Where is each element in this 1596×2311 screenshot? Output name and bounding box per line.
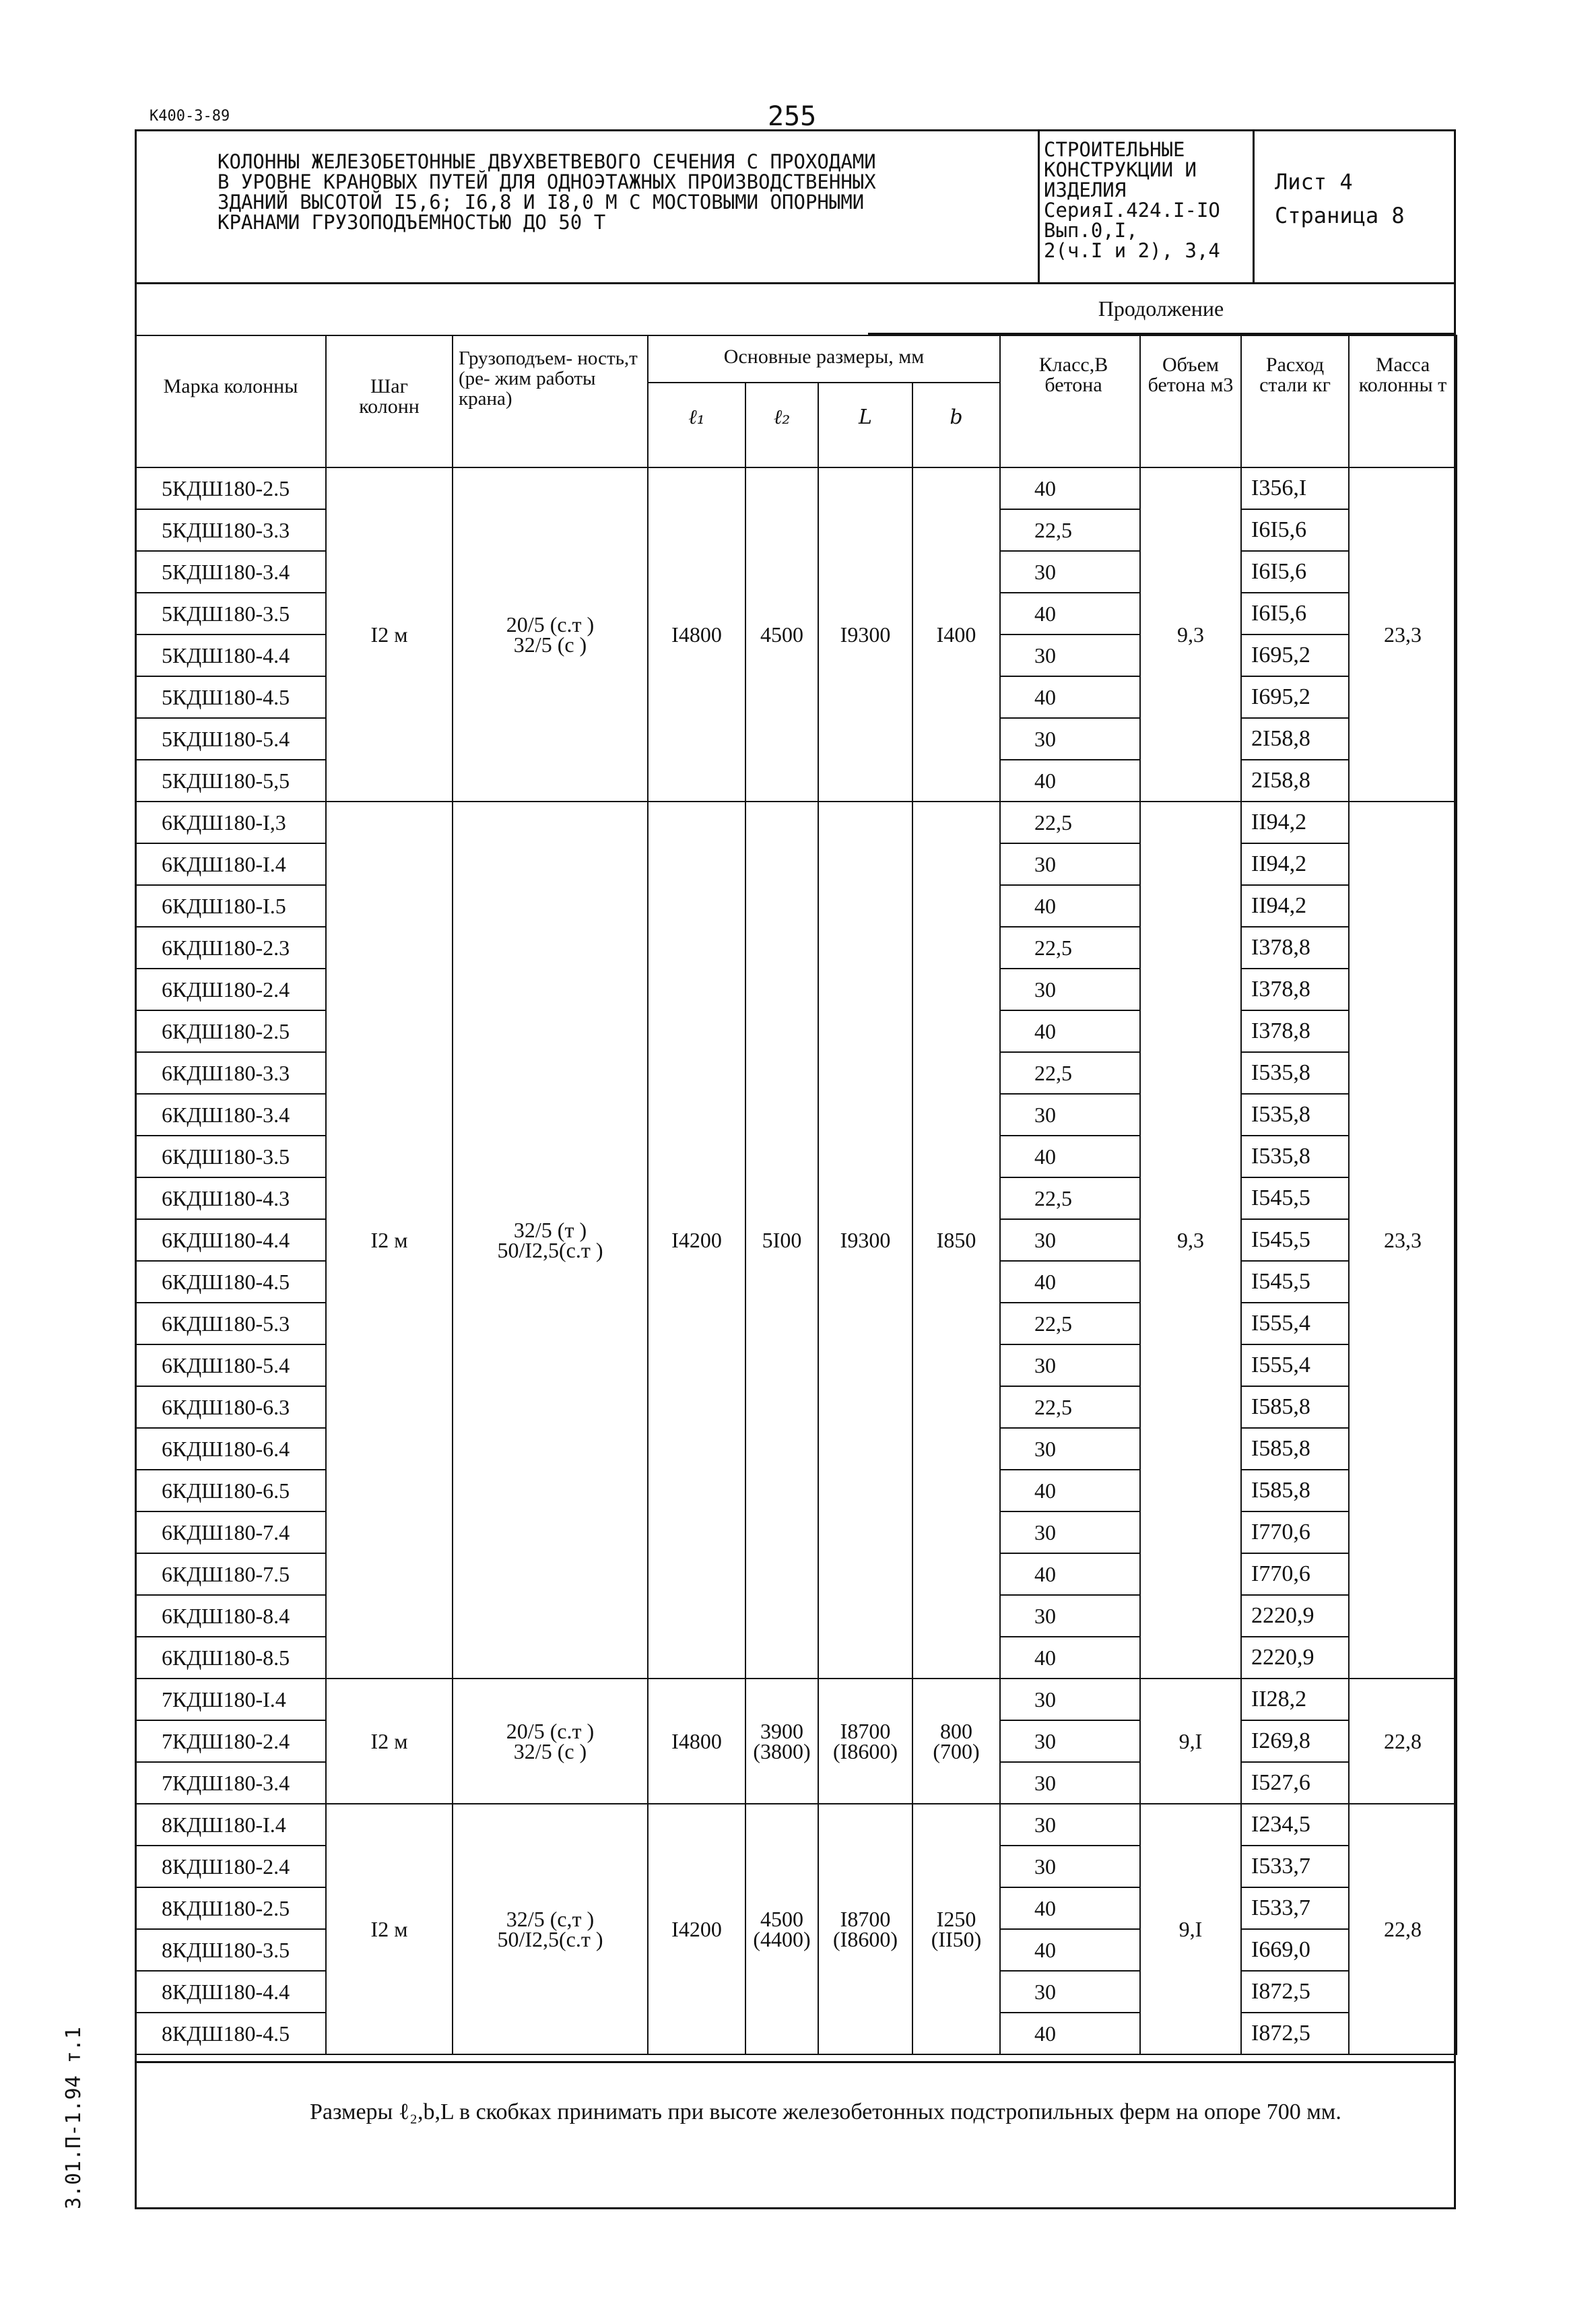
- concrete-class: 40: [1000, 467, 1140, 509]
- table-row: [135, 467, 1457, 509]
- table-row: [135, 802, 1457, 843]
- footnote: Размеры ℓ₂,b,L в скобках принимать при высоте железобетонных подстропильных ферм на опоре 700 мм.: [135, 2061, 1456, 2209]
- steel-consumption: I535,8: [1241, 1094, 1349, 1136]
- column-mark: 6КДШ180-3.4: [135, 1094, 326, 1136]
- steel-consumption: I585,8: [1241, 1470, 1349, 1511]
- concrete-class: 22,5: [1000, 1052, 1140, 1094]
- steel-consumption: II28,2: [1241, 1679, 1349, 1720]
- columns-table: [135, 335, 1457, 2055]
- column-mark: 6КДШ180-8.4: [135, 1595, 326, 1637]
- steel-consumption: I545,5: [1241, 1177, 1349, 1219]
- steel-consumption: I585,8: [1241, 1386, 1349, 1428]
- group-l2: 5I00: [745, 802, 818, 1679]
- column-mark: 8КДШ180-4.5: [135, 2013, 326, 2054]
- column-mark: 5КДШ180-3.3: [135, 509, 326, 551]
- column-mark: 6КДШ180-7.4: [135, 1511, 326, 1553]
- column-mark: 6КДШ180-5.4: [135, 1344, 326, 1386]
- series-info: СТРОИТЕЛЬНЫЕ КОНСТРУКЦИИ И ИЗДЕЛИЯ СерияI.424.I-IO Вып.0,I, 2(ч.I и 2), 3,4: [1038, 131, 1255, 282]
- steel-consumption: I527,6: [1241, 1762, 1349, 1804]
- sheet-info: [1255, 131, 1457, 282]
- column-mark: 8КДШ180-I.4: [135, 1804, 326, 1846]
- steel-consumption: I695,2: [1241, 676, 1349, 718]
- group-step: I2 м: [326, 1804, 453, 2054]
- group-step: I2 м: [326, 467, 453, 802]
- group-b: I400: [912, 467, 1000, 802]
- column-mark: 6КДШ180-I.5: [135, 885, 326, 927]
- concrete-class: 40: [1000, 1929, 1140, 1971]
- title-block: [135, 129, 1456, 284]
- concrete-class: 22,5: [1000, 802, 1140, 843]
- steel-consumption: I535,8: [1241, 1052, 1349, 1094]
- concrete-class: 40: [1000, 885, 1140, 927]
- document-title: КОЛОННЫ ЖЕЛЕЗОБЕТОННЫЕ ДВУХВЕТВЕВОГО СЕЧЕНИЯ С ПРОХОДАМИ В УРОВНЕ КРАНОВЫХ ПУТЕЙ ДЛЯ ОДНОЭТАЖНЫХ ПРОИЗВОДСТВЕННЫХ ЗДАНИЙ ВЫСОТОЙ I5,6; I6,8 И I8,0 М С МОСТОВЫМИ ОПОРНЫМИ КРАНАМИ ГРУЗОПОДЪЕМНОСТЬЮ ДО 50 Т: [218, 150, 876, 234]
- steel-consumption: 2220,9: [1241, 1595, 1349, 1637]
- group-capacity: 20/5 (с.т ) 32/5 (с ): [453, 467, 648, 802]
- concrete-class: 30: [1000, 1846, 1140, 1887]
- steel-consumption: I378,8: [1241, 927, 1349, 969]
- group-l: I9300: [818, 467, 912, 802]
- header-L: L: [818, 383, 912, 467]
- steel-consumption: II94,2: [1241, 843, 1349, 885]
- concrete-class: 30: [1000, 1344, 1140, 1386]
- concrete-volume: 9,3: [1140, 802, 1241, 1679]
- column-mass: 22,8: [1349, 1679, 1457, 1804]
- concrete-class: 40: [1000, 1136, 1140, 1177]
- group-l2: 3900 (3800): [745, 1679, 818, 1804]
- side-code: 3.01.П-1.94 т.1: [62, 2027, 86, 2209]
- group-l: I8700 (I8600): [818, 1679, 912, 1804]
- concrete-class: 22,5: [1000, 927, 1140, 969]
- concrete-class: 30: [1000, 1804, 1140, 1846]
- header-sizes: Основные размеры, мм: [648, 335, 1000, 383]
- steel-consumption: I6I5,6: [1241, 551, 1349, 593]
- concrete-class: 30: [1000, 1219, 1140, 1261]
- column-mark: 6КДШ180-4.5: [135, 1261, 326, 1303]
- concrete-class: 40: [1000, 2013, 1140, 2054]
- steel-consumption: I695,2: [1241, 634, 1349, 676]
- concrete-class: 30: [1000, 718, 1140, 760]
- column-mark: 6КДШ180-3.3: [135, 1052, 326, 1094]
- document-code: К400-3-89: [149, 108, 230, 125]
- concrete-class: 30: [1000, 634, 1140, 676]
- header-class: Класс,В бетона: [1000, 335, 1140, 467]
- column-mark: 6КДШ180-2.5: [135, 1010, 326, 1052]
- table-row: [135, 1804, 1457, 1846]
- concrete-class: 40: [1000, 760, 1140, 802]
- steel-consumption: I6I5,6: [1241, 509, 1349, 551]
- concrete-class: 40: [1000, 676, 1140, 718]
- steel-consumption: I378,8: [1241, 969, 1349, 1010]
- group-b: I250 (II50): [912, 1804, 1000, 2054]
- column-mark: 8КДШ180-2.5: [135, 1887, 326, 1929]
- steel-consumption: 2I58,8: [1241, 718, 1349, 760]
- column-mark: 6КДШ180-I,3: [135, 802, 326, 843]
- group-l2: 4500 (4400): [745, 1804, 818, 2054]
- sheet-number: Лист 4: [1275, 169, 1353, 195]
- concrete-class: 40: [1000, 1470, 1140, 1511]
- header-mark: Марка колонны: [135, 335, 326, 467]
- column-mark: 6КДШ180-6.4: [135, 1428, 326, 1470]
- column-mass: 23,3: [1349, 802, 1457, 1679]
- group-l1: I4200: [648, 802, 745, 1679]
- page-label: Страница 8: [1275, 203, 1405, 228]
- concrete-class: 40: [1000, 1261, 1140, 1303]
- column-mark: 7КДШ180-3.4: [135, 1762, 326, 1804]
- header-volume: Объем бетона м3: [1140, 335, 1241, 467]
- concrete-class: 30: [1000, 843, 1140, 885]
- group-b: I850: [912, 802, 1000, 1679]
- column-mark: 5КДШ180-4.4: [135, 634, 326, 676]
- column-mark: 5КДШ180-5,5: [135, 760, 326, 802]
- column-mark: 5КДШ180-5.4: [135, 718, 326, 760]
- group-l1: I4800: [648, 1679, 745, 1804]
- group-l1: I4200: [648, 1804, 745, 2054]
- column-mark: 8КДШ180-4.4: [135, 1971, 326, 2013]
- table-row: [135, 1679, 1457, 1720]
- group-capacity: 32/5 (с,т ) 50/I2,5(с.т ): [453, 1804, 648, 2054]
- concrete-class: 30: [1000, 1094, 1140, 1136]
- steel-consumption: I356,I: [1241, 467, 1349, 509]
- column-mass: 23,3: [1349, 467, 1457, 802]
- steel-consumption: I6I5,6: [1241, 593, 1349, 634]
- column-mark: 6КДШ180-2.4: [135, 969, 326, 1010]
- column-mark: 6КДШ180-6.5: [135, 1470, 326, 1511]
- group-b: 800 (700): [912, 1679, 1000, 1804]
- steel-consumption: I872,5: [1241, 1971, 1349, 2013]
- concrete-volume: 9,I: [1140, 1804, 1241, 2054]
- header-mass: Масса колонны т: [1349, 335, 1457, 467]
- steel-consumption: I234,5: [1241, 1804, 1349, 1846]
- column-mark: 5КДШ180-2.5: [135, 467, 326, 509]
- header-l2: ℓ₂: [745, 383, 818, 467]
- concrete-volume: 9,I: [1140, 1679, 1241, 1804]
- concrete-class: 30: [1000, 1720, 1140, 1762]
- steel-consumption: I585,8: [1241, 1428, 1349, 1470]
- column-mark: 7КДШ180-I.4: [135, 1679, 326, 1720]
- steel-consumption: II94,2: [1241, 885, 1349, 927]
- concrete-class: 40: [1000, 593, 1140, 634]
- concrete-class: 30: [1000, 551, 1140, 593]
- group-step: I2 м: [326, 1679, 453, 1804]
- column-mark: 6КДШ180-2.3: [135, 927, 326, 969]
- column-mark: 8КДШ180-3.5: [135, 1929, 326, 1971]
- steel-consumption: I535,8: [1241, 1136, 1349, 1177]
- concrete-class: 40: [1000, 1887, 1140, 1929]
- steel-consumption: I555,4: [1241, 1303, 1349, 1344]
- concrete-class: 30: [1000, 1679, 1140, 1720]
- concrete-class: 30: [1000, 969, 1140, 1010]
- steel-consumption: 2220,9: [1241, 1637, 1349, 1679]
- steel-consumption: I770,6: [1241, 1511, 1349, 1553]
- concrete-volume: 9,3: [1140, 467, 1241, 802]
- concrete-class: 22,5: [1000, 1303, 1140, 1344]
- steel-consumption: I545,5: [1241, 1261, 1349, 1303]
- steel-consumption: I378,8: [1241, 1010, 1349, 1052]
- concrete-class: 40: [1000, 1637, 1140, 1679]
- concrete-class: 30: [1000, 1595, 1140, 1637]
- concrete-class: 30: [1000, 1428, 1140, 1470]
- steel-consumption: I669,0: [1241, 1929, 1349, 1971]
- group-step: I2 м: [326, 802, 453, 1679]
- column-mark: 5КДШ180-3.5: [135, 593, 326, 634]
- group-l2: 4500: [745, 467, 818, 802]
- steel-consumption: I545,5: [1241, 1219, 1349, 1261]
- header-capacity: Грузоподъем- ность,т (ре- жим работы крана): [453, 335, 648, 467]
- group-capacity: 32/5 (т ) 50/I2,5(с.т ): [453, 802, 648, 1679]
- steel-consumption: I555,4: [1241, 1344, 1349, 1386]
- steel-consumption: I269,8: [1241, 1720, 1349, 1762]
- column-mark: 6КДШ180-4.4: [135, 1219, 326, 1261]
- header-step: Шаг колонн: [326, 335, 453, 467]
- column-mark: 6КДШ180-7.5: [135, 1553, 326, 1595]
- column-mark: 5КДШ180-4.5: [135, 676, 326, 718]
- steel-consumption: I533,7: [1241, 1887, 1349, 1929]
- group-l1: I4800: [648, 467, 745, 802]
- concrete-class: 22,5: [1000, 1177, 1140, 1219]
- concrete-class: 40: [1000, 1010, 1140, 1052]
- concrete-class: 30: [1000, 1971, 1140, 2013]
- column-mark: 6КДШ180-6.3: [135, 1386, 326, 1428]
- column-mark: 6КДШ180-8.5: [135, 1637, 326, 1679]
- column-mass: 22,8: [1349, 1804, 1457, 2054]
- steel-consumption: I872,5: [1241, 2013, 1349, 2054]
- column-mark: 7КДШ180-2.4: [135, 1720, 326, 1762]
- column-mark: 6КДШ180-5.3: [135, 1303, 326, 1344]
- concrete-class: 22,5: [1000, 1386, 1140, 1428]
- group-capacity: 20/5 (с.т ) 32/5 (с ): [453, 1679, 648, 1804]
- steel-consumption: 2I58,8: [1241, 760, 1349, 802]
- column-mark: 8КДШ180-2.4: [135, 1846, 326, 1887]
- concrete-class: 40: [1000, 1553, 1140, 1595]
- header-l1: ℓ₁: [648, 383, 745, 467]
- continuation-label: Продолжение: [868, 284, 1454, 335]
- concrete-class: 22,5: [1000, 509, 1140, 551]
- group-l: I8700 (I8600): [818, 1804, 912, 2054]
- column-mark: 6КДШ180-I.4: [135, 843, 326, 885]
- column-mark: 6КДШ180-3.5: [135, 1136, 326, 1177]
- concrete-class: 30: [1000, 1762, 1140, 1804]
- group-l: I9300: [818, 802, 912, 1679]
- page-number: 255: [768, 101, 817, 132]
- header-b: b: [912, 383, 1000, 467]
- header-steel: Расход стали кг: [1241, 335, 1349, 467]
- column-mark: 5КДШ180-3.4: [135, 551, 326, 593]
- steel-consumption: I533,7: [1241, 1846, 1349, 1887]
- concrete-class: 30: [1000, 1511, 1140, 1553]
- column-mark: 6КДШ180-4.3: [135, 1177, 326, 1219]
- steel-consumption: II94,2: [1241, 802, 1349, 843]
- steel-consumption: I770,6: [1241, 1553, 1349, 1595]
